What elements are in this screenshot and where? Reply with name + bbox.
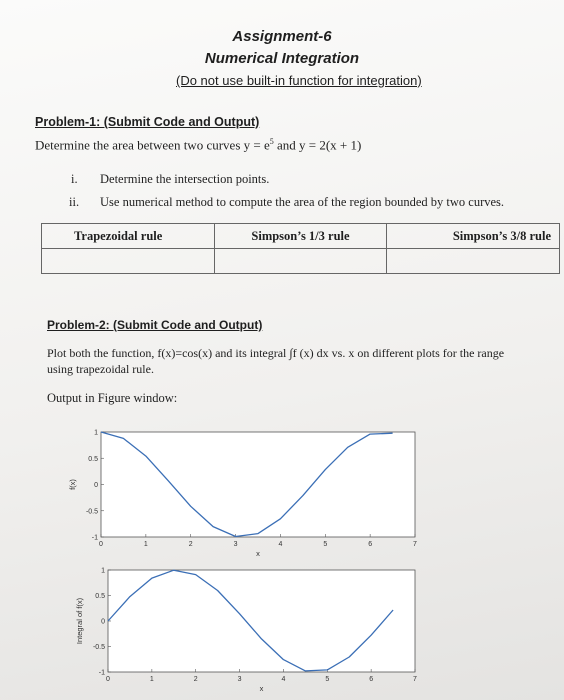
output-label: Output in Figure window: xyxy=(47,391,178,405)
item-text: Determine the intersection points. xyxy=(100,172,270,186)
plot2-y-axis-label: Integral of f(x) xyxy=(75,597,84,645)
problem1-desc-main: Determine the area between two curves y = e xyxy=(35,137,270,153)
problem1-desc-second-curve: and y = 2(x + 1) xyxy=(273,137,362,153)
header-trapezoidal: Trapezoidal rule xyxy=(42,224,215,249)
header-simpson-1-3: Simpson’s 1/3 rule xyxy=(214,224,387,249)
plot2-x-tick-label: 0 xyxy=(106,676,110,683)
plot1-x-tick-label: 2 xyxy=(188,541,193,548)
plot2-x-tick-label: 6 xyxy=(369,676,374,683)
plot1-x-tick-label: 4 xyxy=(278,541,283,548)
plot1-axes-box xyxy=(101,432,415,537)
problem2-heading: Problem-2: (Submit Code and Output) xyxy=(47,318,263,332)
item-number: i. xyxy=(71,172,78,186)
plot2-x-tick-label: 1 xyxy=(149,676,154,683)
item-text: Use numerical method to compute the area of the region bounded by two curves. xyxy=(100,195,505,209)
plot1-y-tick-label: 0 xyxy=(94,482,98,489)
plot1-x-tick-label: 7 xyxy=(413,541,417,548)
plot1-y-tick-label: -0.5 xyxy=(85,508,98,516)
assignment-note: (Do not use built-in function for integration) xyxy=(176,73,422,88)
plot2-x-tick-label: 7 xyxy=(413,676,417,683)
plot2-axes-box xyxy=(108,570,415,672)
plot1-x-tick-label: 3 xyxy=(233,541,238,548)
plot2-x-tick-label: 2 xyxy=(193,676,198,683)
plot2-x-tick-label: 5 xyxy=(325,676,330,683)
plot1-x-tick-label: 5 xyxy=(323,541,328,548)
plot1-y-tick-label: 1 xyxy=(94,429,98,437)
problem2-description-line2: using trapezoidal rule. xyxy=(47,362,154,376)
plot1-y-axis-label: f(x) xyxy=(68,479,77,490)
plot2-y-tick-label: 0 xyxy=(101,618,105,626)
plot2-y-tick-label: 0.5 xyxy=(95,593,105,600)
plot1-y-tick-label: 0.5 xyxy=(88,455,98,463)
item-number: ii. xyxy=(69,195,80,209)
plot2-y-tick-label: -0.5 xyxy=(92,644,105,651)
plot1-x-tick-label: 0 xyxy=(99,541,103,548)
problem1-heading: Problem-1: (Submit Code and Output) xyxy=(35,115,260,129)
plot2-x-axis-label: x xyxy=(259,684,264,693)
plot1-y-tick-label: -1 xyxy=(91,534,98,542)
plot1-x-axis-label: x xyxy=(256,549,260,558)
problem1-desc-exponent: 5 xyxy=(269,137,274,146)
header-simpson-3-8: Simpson’s 3/8 rule xyxy=(387,224,560,249)
assignment-title: Assignment-6 xyxy=(232,28,332,45)
plot2-y-tick-label: 1 xyxy=(101,567,105,575)
plot2-y-tick-label: -1 xyxy=(98,669,105,677)
problem2-description-line1: Plot both the function, f(x)=cos(x) and its integral ∫f (x) dx vs. x on different plots for the range xyxy=(47,346,505,360)
assignment-subtitle: Numerical Integration xyxy=(204,50,360,67)
plot1-x-tick-label: 6 xyxy=(368,541,373,548)
plot2-x-tick-label: 3 xyxy=(237,676,242,683)
plot2-x-tick-label: 4 xyxy=(281,676,286,683)
plot1-x-tick-label: 1 xyxy=(143,541,148,548)
